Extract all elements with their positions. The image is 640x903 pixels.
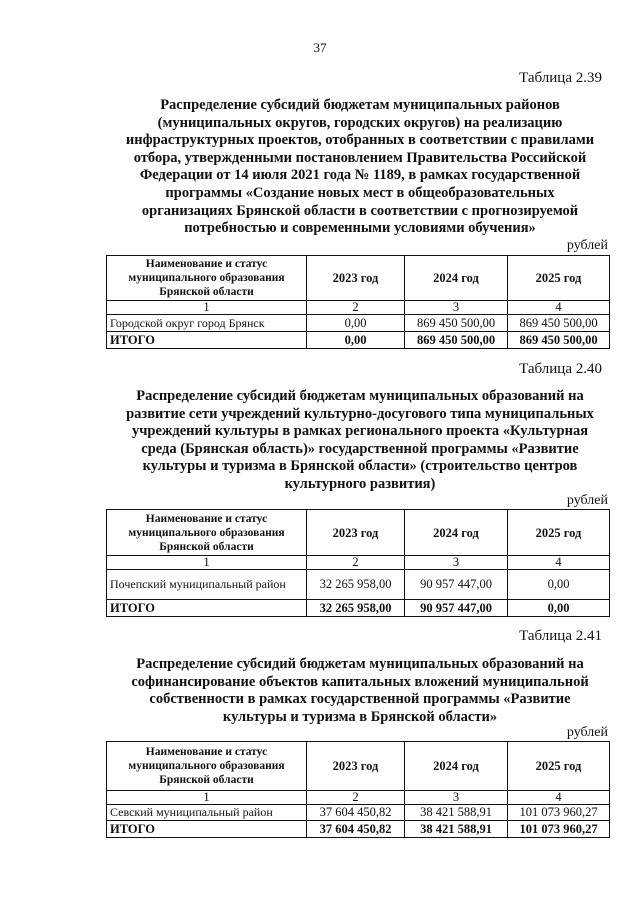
heading-line: собственности в рамках государственной программы «Развитие bbox=[149, 691, 571, 708]
heading-line: культурного развития) bbox=[284, 475, 436, 492]
index-row bbox=[107, 556, 610, 570]
value-cell: 32 265 958,00 bbox=[307, 570, 405, 600]
index-cell: 2 bbox=[307, 791, 405, 805]
units-label: рублей bbox=[566, 238, 608, 253]
value-cell: 0,00 bbox=[508, 570, 610, 600]
heading-line: культуры и туризма в Брянской области» (строительство центров bbox=[142, 458, 578, 475]
total-row bbox=[107, 600, 610, 617]
index-cell: 4 bbox=[508, 791, 610, 805]
data-table bbox=[106, 509, 610, 617]
index-row bbox=[107, 791, 610, 805]
heading-line: среда (Брянская область)» государственной программы «Развитие bbox=[141, 440, 579, 457]
header-row bbox=[107, 742, 610, 791]
heading-line: потребностью и современными условиями обучения» bbox=[184, 220, 536, 237]
heading-line: софинансирование объектов капитальных вложений муниципальной bbox=[131, 673, 589, 690]
index-cell: 2 bbox=[307, 556, 405, 570]
heading-line: инфраструктурных проектов, отобранных в соответствии с правилами bbox=[125, 132, 595, 149]
table-label: Таблица 2.39 bbox=[519, 70, 602, 86]
value-cell: 90 957 447,00 bbox=[405, 570, 508, 600]
heading-line: организациях Брянской области в соответствии с прогнозируемой bbox=[141, 202, 579, 219]
value-cell: 37 604 450,82 bbox=[307, 805, 405, 821]
index-cell: 3 bbox=[405, 301, 508, 315]
table-row bbox=[107, 805, 610, 821]
column-header: 2024 год bbox=[405, 256, 508, 301]
index-cell: 4 bbox=[508, 556, 610, 570]
value-cell: 869 450 500,00 bbox=[405, 315, 508, 332]
total-value: 32 265 958,00 bbox=[307, 600, 405, 617]
heading-line: Распределение субсидий бюджетам муниципальных районов bbox=[160, 97, 560, 113]
heading-line: учреждений культуры в рамках регионального проекта «Культурная bbox=[131, 423, 589, 440]
heading-line: отбора, утвержденными постановлением Правительства Российской bbox=[133, 149, 587, 166]
column-header: 2025 год bbox=[508, 256, 610, 301]
units-label: рублей bbox=[566, 493, 608, 508]
column-header: 2025 год bbox=[508, 742, 610, 791]
column-header: 2023 год bbox=[307, 256, 405, 301]
total-value: 38 421 588,91 bbox=[405, 821, 508, 838]
municipality-cell: Почепский муниципальный район bbox=[107, 570, 307, 600]
heading-line: культуры и туризма в Брянской области» bbox=[222, 708, 498, 725]
heading-line: развитие сети учреждений культурно-досугового типа муниципальных bbox=[126, 405, 594, 422]
header-row bbox=[107, 510, 610, 556]
heading-line: Распределение субсидий бюджетам муниципальных образований на bbox=[136, 388, 584, 404]
total-value: 37 604 450,82 bbox=[307, 821, 405, 838]
header-row bbox=[107, 256, 610, 301]
index-cell: 1 bbox=[107, 791, 307, 805]
table-heading bbox=[100, 656, 620, 726]
municipality-cell: Городской округ город Брянск bbox=[107, 315, 307, 332]
heading-line: Федерации от 14 июля 2021 года № 1189, в рамках государственной bbox=[139, 167, 581, 184]
total-label: ИТОГО bbox=[107, 821, 307, 838]
total-value: 869 450 500,00 bbox=[405, 332, 508, 349]
table-row bbox=[107, 570, 610, 600]
index-cell: 1 bbox=[107, 556, 307, 570]
table-heading bbox=[100, 97, 620, 238]
total-value: 0,00 bbox=[307, 332, 405, 349]
total-value: 0,00 bbox=[508, 600, 610, 617]
column-header: 2024 год bbox=[405, 742, 508, 791]
column-header: 2023 год bbox=[307, 742, 405, 791]
column-header: 2024 год bbox=[405, 510, 508, 556]
table-label: Таблица 2.41 bbox=[519, 628, 602, 644]
total-label: ИТОГО bbox=[107, 600, 307, 617]
heading-line: программы «Создание новых мест в общеобразовательных bbox=[165, 184, 555, 201]
total-label: ИТОГО bbox=[107, 332, 307, 349]
index-cell: 2 bbox=[307, 301, 405, 315]
page-number: 37 bbox=[313, 40, 327, 55]
index-cell: 3 bbox=[405, 791, 508, 805]
table-row bbox=[107, 315, 610, 332]
table-heading bbox=[100, 388, 620, 494]
index-cell: 4 bbox=[508, 301, 610, 315]
value-cell: 38 421 588,91 bbox=[405, 805, 508, 821]
total-row bbox=[107, 332, 610, 349]
column-header: Наименование и статус муниципального образования Брянской области bbox=[107, 510, 307, 556]
municipality-cell: Севский муниципальный район bbox=[107, 805, 307, 821]
column-header: 2025 год bbox=[508, 510, 610, 556]
heading-line: Распределение субсидий бюджетам муниципальных образований на bbox=[136, 656, 584, 672]
total-value: 101 073 960,27 bbox=[508, 821, 610, 838]
column-header: 2023 год bbox=[307, 510, 405, 556]
total-value: 90 957 447,00 bbox=[405, 600, 508, 617]
value-cell: 0,00 bbox=[307, 315, 405, 332]
index-cell: 3 bbox=[405, 556, 508, 570]
value-cell: 101 073 960,27 bbox=[508, 805, 610, 821]
heading-line: (муниципальных округов, городских округов) на реализацию bbox=[157, 114, 563, 131]
column-header: Наименование и статус муниципального образования Брянской области bbox=[107, 742, 307, 791]
table-label: Таблица 2.40 bbox=[519, 361, 602, 377]
value-cell: 869 450 500,00 bbox=[508, 315, 610, 332]
data-table bbox=[106, 741, 610, 838]
units-label: рублей bbox=[566, 725, 608, 740]
column-header: Наименование и статус муниципального образования Брянской области bbox=[107, 256, 307, 301]
index-cell: 1 bbox=[107, 301, 307, 315]
data-table bbox=[106, 255, 610, 349]
index-row bbox=[107, 301, 610, 315]
total-value: 869 450 500,00 bbox=[508, 332, 610, 349]
total-row bbox=[107, 821, 610, 838]
